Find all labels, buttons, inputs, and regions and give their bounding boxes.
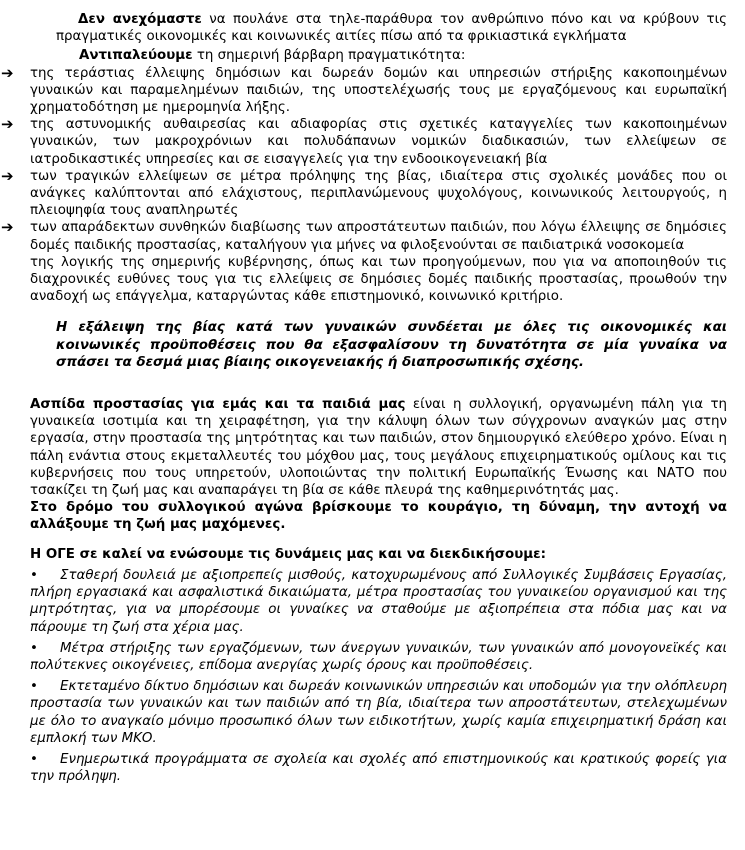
resist-lead: Αντιπαλεύουμε xyxy=(79,48,193,64)
demand-list-item xyxy=(30,567,727,636)
shield-lead: Ασπίδα προστασίας για εμάς και τα παιδιά μας xyxy=(30,397,406,413)
bullet-icon: • xyxy=(30,567,38,583)
demand-text: Σταθερή δουλειά με αξιοπρεπείς μισθούς, κατοχυρωμένους από Συλλογικές Συμβάσεις Εργασίας, πλήρη εργασιακά και ασφαλιστικά δικαιώματα, μέτρα προστασίας του γυναικείου οργανισμού και της μητρότητας, για να μπορέσουμε οι γυναίκες να σταθούμε με αξιοπρέπεια στα πόδια μας και να πάρουμε τη ζωή στα χέρια μας. xyxy=(30,567,727,635)
arrow-item-text: της αστυνομικής αυθαιρεσίας και αδιαφορίας στις σχετικές καταγγελίες των κακοποιημένων γυναικών, των μακροχρόνιων και πολυδάπανων νομικών διαδικασιών, των ελλείψεων σε ιατροδικαστικές υπηρεσίες και σε εισαγγελείς για την ενδοοικογενειακή βία xyxy=(30,117,727,167)
demand-list-item xyxy=(30,751,727,785)
demand-list-item xyxy=(30,678,727,747)
intro-text: να πουλάνε στα τηλε-παράθυρα τον ανθρώπινο πόνο και να κρύβουν τις πραγματικές οικονομικές και κοινωνικές αιτίες πίσω από τα φρικιαστικά εγκλήματα xyxy=(56,12,727,45)
demand-text: Μέτρα στήριξης των εργαζόμενων, των άνεργων γυναικών, των γυναικών από μονογονεϊκές και πολύτεκνες οικογένειες, επίδομα ανεργίας χωρίς όρους και προϋποθέσεις. xyxy=(30,640,727,673)
intro-paragraph xyxy=(56,11,727,45)
arrow-list-item xyxy=(1,166,727,220)
demand-list-item xyxy=(30,640,727,674)
intro-lead: Δεν ανεχόμαστε xyxy=(78,12,202,27)
shield-paragraph xyxy=(30,396,727,499)
arrow-item-text: της λογικής της σημερινής κυβέρνησης, όπως και των προηγούμενων, που για να αποποιηθούν τις διαχρονικές ευθύνες τους για τις ελλείψεις σε δημόσιες δομές παιδικής προστασίας, προωθούν την αναδοχή ως επάγγελμα, καταργώντας κάθε επιστημονικό, κοινωνικό κριτήριο. xyxy=(30,254,727,305)
shield-text: είναι η συλλογική, οργανωμένη πάλη για τη γυναικεία ισοτιμία και τη χειραφέτηση, για την κάλυψη όλων των σύγχρονων αναγκών μας στην εργασία, στην προστασία της μητρότητας και των παιδιών, στον δημιουργικό ελεύθερο χρόνο. Είναι η πάλη ενάντια στους εκμεταλλευτές του μόχθου μας, τους μεγάλους επιχειρηματικούς ομίλους και τις κυβερνήσεις που τους υπηρετούν, υλοποιώντας την πολιτική Ευρωπαϊκής Ένωσης και ΝΑΤΟ που τσακίζει τη ζωή μας και αναπαράγει τη βία σε κάθε πλευρά της καθημερινότητάς μας. xyxy=(30,397,727,499)
arrow-right-icon: ➔ xyxy=(1,63,14,82)
arrow-list-item-continuation xyxy=(30,254,727,306)
arrow-right-icon: ➔ xyxy=(1,166,14,185)
arrow-item-text: της τεράστιας έλλειψης δημόσιων και δωρεάν δομών και υπηρεσιών στήριξης κακοποιημένων γυναικών και παραμελημένων παιδιών, της υποστελέχωσής τους με εργαζόμενους και ευρωπαϊκή χρηματοδότηση με ημερομηνία λήξης. xyxy=(30,65,727,116)
resist-text: τη σημερινή βάρβαρη πραγματικότητα: xyxy=(192,48,466,64)
arrow-right-icon: ➔ xyxy=(1,218,14,237)
arrow-right-icon: ➔ xyxy=(1,115,14,134)
demand-text: Ενημερωτικά προγράμματα σε σχολεία και σχολές από επιστημονικούς και κρατικούς φορείς για την πρόληψη. xyxy=(30,751,727,785)
arrow-item-text: των απαράδεκτων συνθηκών διαβίωσης των απροστάτευτων παιδιών, που λόγω έλλειψης σε δημόσιες δομές παιδικής προστασίας, καταλήγουν για μήνες να φιλοξενούνται σε παιδιατρικά νοσοκομεία xyxy=(30,220,727,253)
bullet-icon: • xyxy=(30,640,38,656)
callout-paragraph: Η εξάλειψη της βίας κατά των γυναικών συνδέεται με όλες τις οικονομικές και κοινωνικές προϋποθέσεις που θα εξασφαλίσουν τη δυνατότητα σε μία γυναίκα να σπάσει τα δεσμά μιας βίαιης οικογενειακής ή διαπροσωπικής σχέσης. xyxy=(56,320,727,370)
arrow-list-item xyxy=(1,218,727,253)
demand-text: Εκτεταμένο δίκτυο δημόσιων και δωρεάν κοινωνικών υπηρεσιών και υποδομών για την ολόπλευρη προστασία των γυναικών και των παιδιών από τη βία, ιδιαίτερα των απροστάτευτων, στελεχωμένων με όλο το αναγκαίο μόνιμο προσωπικό όλων των ειδικοτήτων, χωρίς καμία επιχειρηματική δράση και εμπλοκή των ΜΚΟ. xyxy=(30,679,727,746)
bullet-icon: • xyxy=(30,679,38,695)
bullet-icon: • xyxy=(30,751,38,767)
call-heading: Η ΟΓΕ σε καλεί να ενώσουμε τις δυνάμεις μας και να διεκδικήσουμε: xyxy=(30,546,546,562)
arrow-list-item xyxy=(1,63,727,117)
resist-heading xyxy=(79,47,745,64)
arrow-list-item xyxy=(1,115,727,168)
road-paragraph: Στο δρόμο του συλλογικού αγώνα βρίσκουμε το κουράγιο, τη δύναμη, την αντοχή να αλλάξουμε τη ζωή μας μαχόμενες. xyxy=(30,500,727,533)
arrow-item-text: των τραγικών ελλείψεων σε μέτρα πρόληψης της βίας, ιδιαίτερα στις σχολικές μονάδες που οι ανάγκες καλύπτονται από ελάχιστους, περιπλανώμενους ψυχολόγους, κοινωνικούς λειτουργούς, η πλειοψηφία τους αναπληρωτές xyxy=(30,168,727,219)
